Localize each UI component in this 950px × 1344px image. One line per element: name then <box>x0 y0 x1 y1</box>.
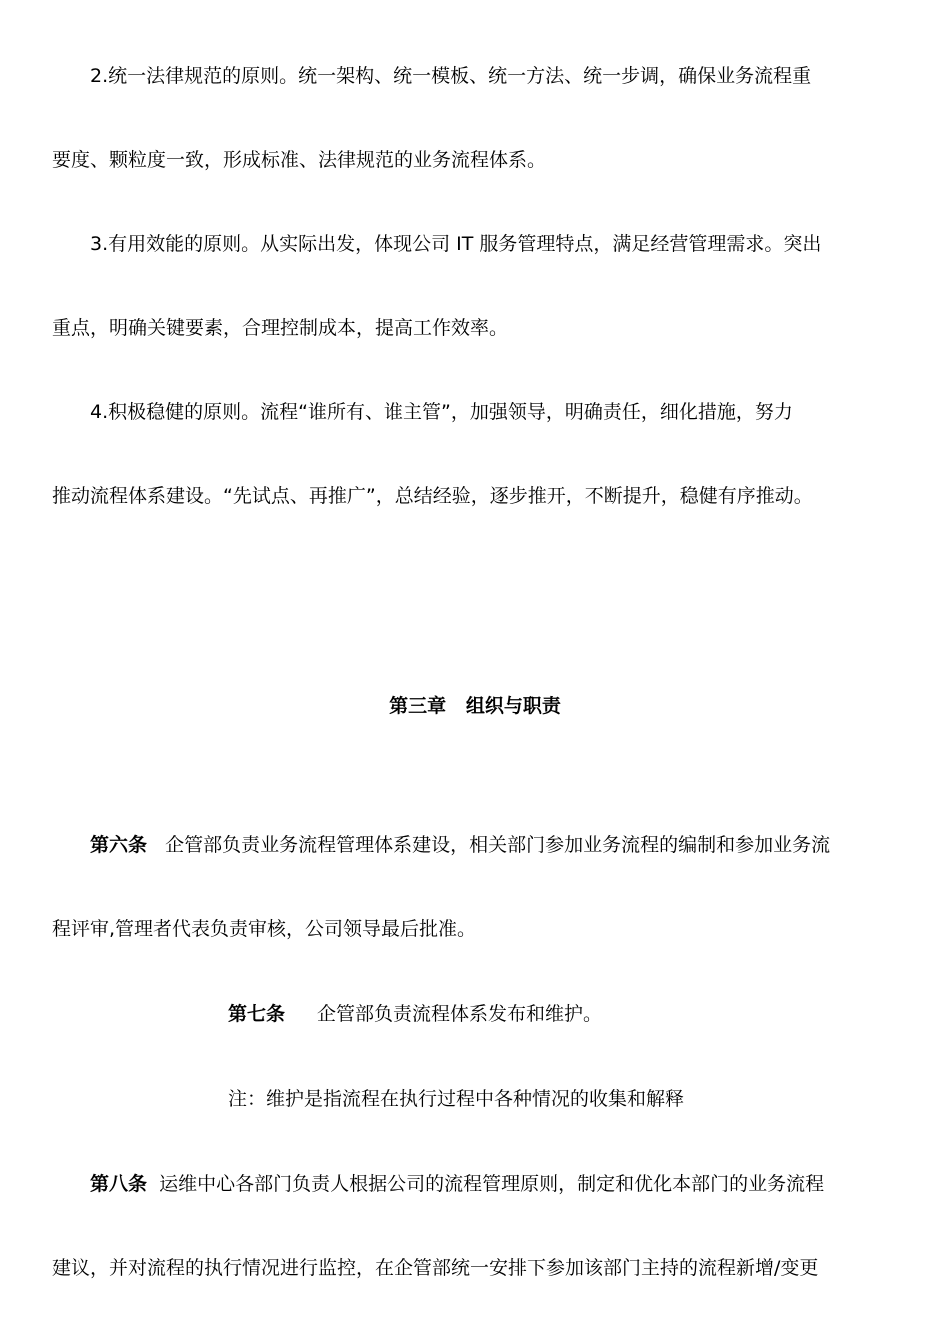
principle-2-line-2: 要度、颗粒度一致，形成标准、法律规范的业务流程体系。 <box>52 149 547 171</box>
article-7-note: 注：维护是指流程在执行过程中各种情况的收集和解释 <box>228 1088 685 1110</box>
article-8-label: 第八条 <box>90 1173 148 1195</box>
principle-4-line-2: 推动流程体系建设。“先试点、再推广”，总结经验，逐步推开，不断提升，稳健有序推动。 <box>52 485 813 507</box>
principle-2-line-1: 2.统一法律规范的原则。统一架构、统一模板、统一方法、统一步调，确保业务流程重 <box>90 65 812 87</box>
chapter-heading: 第三章 组织与职责 <box>389 695 561 717</box>
principle-3-line-2: 重点，明确关键要素，合理控制成本，提高工作效率。 <box>52 317 509 339</box>
principle-3-line-1: 3.有用效能的原则。从实际出发，体现公司 IT 服务管理特点，满足经营管理需求。突出 <box>90 233 822 255</box>
article-6-text: 企管部负责业务流程管理体系建设，相关部门参加业务流程的编制和参加业务流 <box>147 834 831 856</box>
article-6-line-2: 程评审,管理者代表负责审核，公司领导最后批准。 <box>52 918 477 940</box>
article-8-line-1 <box>90 1172 824 1196</box>
article-8-line-2: 建议，并对流程的执行情况进行监控，在企管部统一安排下参加该部门主持的流程新增/变更 <box>52 1257 819 1279</box>
article-6-line-1 <box>90 833 830 857</box>
principle-4-line-1: 4.积极稳健的原则。流程“谁所有、谁主管”，加强领导，明确责任，细化措施，努力 <box>90 401 793 423</box>
article-8-text: 运维中心各部门负责人根据公司的流程管理原则，制定和优化本部门的业务流程 <box>147 1173 825 1195</box>
article-6-label: 第六条 <box>90 834 148 856</box>
article-7-line <box>228 1002 602 1026</box>
article-7-label: 第七条 <box>228 1003 286 1025</box>
article-7-text: 企管部负责流程体系发布和维护。 <box>317 1003 603 1025</box>
